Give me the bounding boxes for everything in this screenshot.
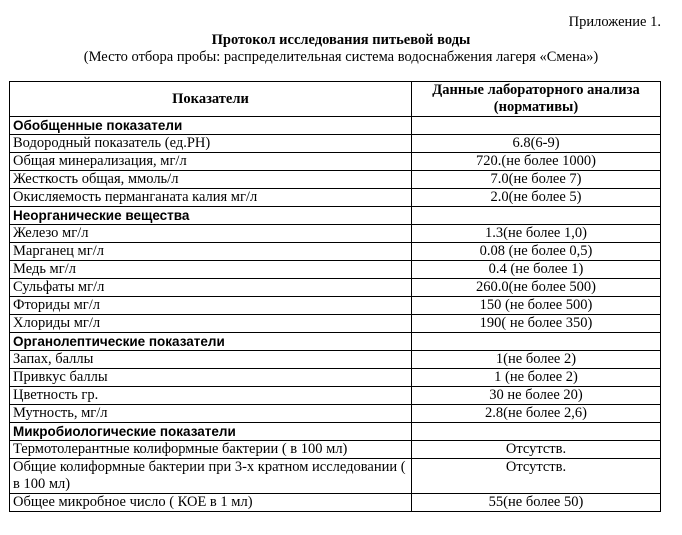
section-empty-cell bbox=[412, 117, 661, 135]
indicator-value: 150 (не более 500) bbox=[412, 297, 661, 315]
indicator-name: Общая минерализация, мг/л bbox=[10, 153, 412, 171]
indicator-name: Цветность гр. bbox=[10, 387, 412, 405]
indicator-value: 0.08 (не более 0,5) bbox=[412, 243, 661, 261]
table-row bbox=[10, 153, 661, 171]
indicator-value: 720.(не более 1000) bbox=[412, 153, 661, 171]
table-row bbox=[10, 351, 661, 369]
section-title: Органолептические показатели bbox=[10, 333, 412, 351]
table-row bbox=[10, 297, 661, 315]
section-title: Микробиологические показатели bbox=[10, 423, 412, 441]
table-row bbox=[10, 441, 661, 459]
table-row bbox=[10, 369, 661, 387]
table-row bbox=[10, 171, 661, 189]
section-row bbox=[10, 333, 661, 351]
document-title: Протокол исследования питьевой воды bbox=[211, 32, 471, 48]
indicator-value: 55(не более 50) bbox=[412, 494, 661, 512]
indicator-value: 7.0(не более 7) bbox=[412, 171, 661, 189]
section-row bbox=[10, 207, 661, 225]
indicator-name: Окисляемость перманганата калия мг/л bbox=[10, 189, 412, 207]
indicator-name: Жесткость общая, ммоль/л bbox=[10, 171, 412, 189]
water-analysis-table bbox=[9, 81, 661, 512]
indicator-name: Мутность, мг/л bbox=[10, 405, 412, 423]
table-row bbox=[10, 261, 661, 279]
indicator-value: Отсутств. bbox=[412, 459, 661, 494]
indicator-name: Привкус баллы bbox=[10, 369, 412, 387]
indicator-value: 6.8(6-9) bbox=[412, 135, 661, 153]
section-empty-cell bbox=[412, 207, 661, 225]
indicator-value: 2.8(не более 2,6) bbox=[412, 405, 661, 423]
column-header-indicator: Показатели bbox=[10, 82, 412, 117]
section-title: Неорганические вещества bbox=[10, 207, 412, 225]
table-row bbox=[10, 494, 661, 512]
indicator-value: Отсутств. bbox=[412, 441, 661, 459]
document-subtitle: (Место отбора пробы: распределительная система водоснабжения лагеря «Смена») bbox=[83, 49, 599, 65]
section-row bbox=[10, 117, 661, 135]
indicator-name: Термотолерантные колиформные бактерии ( в 100 мл) bbox=[10, 441, 412, 459]
indicator-name: Фториды мг/л bbox=[10, 297, 412, 315]
indicator-name: Сульфаты мг/л bbox=[10, 279, 412, 297]
table-row bbox=[10, 189, 661, 207]
indicator-value: 2.0(не более 5) bbox=[412, 189, 661, 207]
column-header-lab-data-line1: Данные лабораторного анализа bbox=[432, 82, 640, 98]
column-header-lab-data bbox=[412, 82, 661, 117]
indicator-name: Хлориды мг/л bbox=[10, 315, 412, 333]
table-header-row bbox=[10, 82, 661, 117]
table-row bbox=[10, 405, 661, 423]
indicator-name: Водородный показатель (ед.РН) bbox=[10, 135, 412, 153]
section-empty-cell bbox=[412, 423, 661, 441]
table-row bbox=[10, 387, 661, 405]
indicator-value: 30 не более 20) bbox=[412, 387, 661, 405]
indicator-value: 1.3(не более 1,0) bbox=[412, 225, 661, 243]
table-row bbox=[10, 315, 661, 333]
table-row bbox=[10, 279, 661, 297]
indicator-name: Общие колиформные бактерии при 3-х кратном исследовании ( в 100 мл) bbox=[10, 459, 412, 494]
indicator-value: 1 (не более 2) bbox=[412, 369, 661, 387]
table-row bbox=[10, 135, 661, 153]
section-title: Обобщенные показатели bbox=[10, 117, 412, 135]
appendix-label: Приложение 1. bbox=[568, 14, 661, 30]
indicator-name: Общее микробное число ( КОЕ в 1 мл) bbox=[10, 494, 412, 512]
indicator-value: 0.4 (не более 1) bbox=[412, 261, 661, 279]
indicator-value: 190( не более 350) bbox=[412, 315, 661, 333]
indicator-value: 1(не более 2) bbox=[412, 351, 661, 369]
section-empty-cell bbox=[412, 333, 661, 351]
indicator-name: Медь мг/л bbox=[10, 261, 412, 279]
indicator-name: Железо мг/л bbox=[10, 225, 412, 243]
indicator-name: Запах, баллы bbox=[10, 351, 412, 369]
table-row bbox=[10, 243, 661, 261]
section-row bbox=[10, 423, 661, 441]
column-header-lab-data-line2: (нормативы) bbox=[493, 99, 579, 115]
indicator-value: 260.0(не более 500) bbox=[412, 279, 661, 297]
table-row bbox=[10, 459, 661, 494]
table-row bbox=[10, 225, 661, 243]
indicator-name: Марганец мг/л bbox=[10, 243, 412, 261]
